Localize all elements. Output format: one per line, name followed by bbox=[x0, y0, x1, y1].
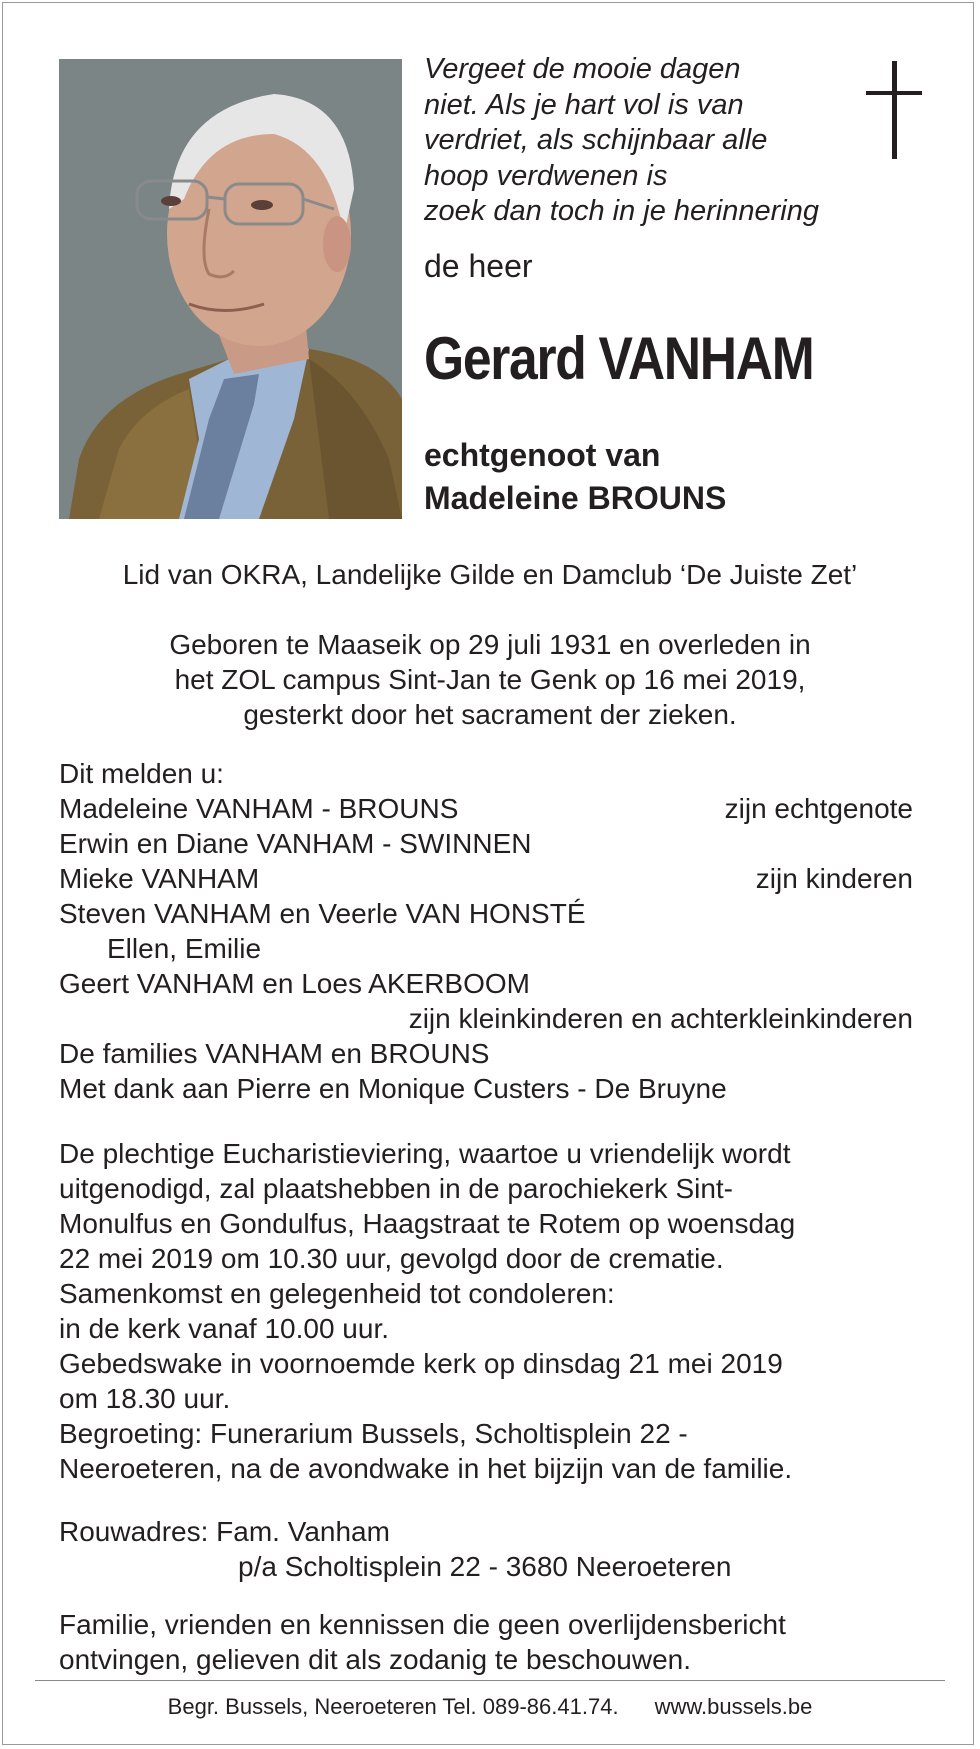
announcer-name: Erwin en Diane VANHAM - SWINNEN bbox=[59, 828, 532, 859]
ceremony-text bbox=[59, 1136, 919, 1486]
undertaker-info: Begr. Bussels, Neeroeteren Tel. 089-86.41.74. bbox=[167, 1694, 619, 1719]
portrait-photo bbox=[59, 59, 402, 519]
memorial-poem bbox=[424, 52, 864, 230]
poem-line: zoek dan toch in je herinnering bbox=[424, 195, 819, 227]
list-item bbox=[59, 966, 919, 1001]
address-line: p/a Scholtisplein 22 - 3680 Neeroeteren bbox=[238, 1551, 732, 1582]
announcer-name: De families VANHAM en BROUNS bbox=[59, 1038, 490, 1069]
ceremony-line: uitgenodigd, zal plaatshebben in de parochiekerk Sint- bbox=[59, 1173, 734, 1204]
announcers-list bbox=[59, 756, 919, 1106]
birth-death-line: gesterkt door het sacrament der zieken. bbox=[243, 699, 737, 730]
ceremony-line: Begroeting: Funerarium Bussels, Scholtisplein 22 - bbox=[59, 1418, 688, 1449]
announcer-name: Met dank aan Pierre en Monique Custers - De Bruyne bbox=[59, 1073, 727, 1104]
list-item bbox=[59, 931, 919, 966]
birth-death-text bbox=[0, 627, 980, 732]
announcers-intro: Dit melden u: bbox=[59, 758, 224, 789]
announcer-name: Madeleine VANHAM - BROUNS bbox=[59, 793, 459, 824]
announcer-name: Geert VANHAM en Loes AKERBOOM bbox=[59, 968, 530, 999]
deceased-name: Gerard VANHAM bbox=[424, 325, 814, 392]
closing-line: ontvingen, gelieven dit als zodanig te beschouwen. bbox=[59, 1644, 691, 1675]
ceremony-line: Neeroeteren, na de avondwake in het bijzijn van de familie. bbox=[59, 1453, 793, 1484]
spouse-info bbox=[424, 434, 726, 520]
ceremony-line: Samenkomst en gelegenheid tot condoleren: bbox=[59, 1278, 615, 1309]
spouse-line: echtgenoot van bbox=[424, 437, 661, 473]
ceremony-line: Monulfus en Gondulfus, Haagstraat te Rotem op woensdag bbox=[59, 1208, 796, 1239]
list-item bbox=[59, 826, 919, 861]
birth-death-line: Geboren te Maaseik op 29 juli 1931 en overleden in bbox=[169, 629, 811, 660]
footer-divider bbox=[35, 1680, 945, 1681]
website-link[interactable]: www.bussels.be bbox=[654, 1694, 813, 1719]
address-line: Rouwadres: Fam. Vanham bbox=[59, 1516, 390, 1547]
list-item bbox=[59, 861, 919, 896]
spouse-name: Madeleine BROUNS bbox=[424, 480, 727, 516]
membership-line: Lid van OKRA, Landelijke Gilde en Damclub ‘De Juiste Zet’ bbox=[122, 559, 858, 590]
portrait-illustration bbox=[59, 59, 402, 519]
poem-line: verdriet, als schijnbaar alle bbox=[424, 124, 768, 156]
list-item bbox=[59, 791, 919, 826]
announcer-name: Ellen, Emilie bbox=[107, 933, 262, 964]
footer bbox=[0, 1693, 980, 1721]
poem-line: hoop verdwenen is bbox=[424, 159, 668, 192]
list-item bbox=[59, 896, 919, 931]
ceremony-line: om 18.30 uur. bbox=[59, 1383, 231, 1414]
announcer-name: Mieke VANHAM bbox=[59, 863, 260, 894]
ceremony-line: Gebedswake in voornoemde kerk op dinsdag 21 mei 2019 bbox=[59, 1348, 783, 1379]
mourning-address bbox=[59, 1514, 919, 1584]
ceremony-line: 22 mei 2019 om 10.30 uur, gevolgd door de crematie. bbox=[59, 1243, 724, 1274]
announcer-relation: zijn echtgenote bbox=[724, 793, 913, 824]
salutation: de heer bbox=[424, 248, 533, 284]
list-item bbox=[59, 1071, 919, 1106]
announcer-relation: zijn kinderen bbox=[755, 863, 913, 894]
closing-line: Familie, vrienden en kennissen die geen overlijdensbericht bbox=[59, 1609, 786, 1640]
announcer-relation: zijn kleinkinderen en achterkleinkinderen bbox=[408, 1003, 913, 1034]
list-item bbox=[59, 1036, 919, 1071]
list-item bbox=[59, 1001, 919, 1036]
ceremony-line: in de kerk vanaf 10.00 uur. bbox=[59, 1313, 389, 1344]
poem-line: Vergeet de mooie dagen bbox=[424, 53, 741, 85]
announcer-name: Steven VANHAM en Veerle VAN HONSTÉ bbox=[59, 898, 586, 929]
closing-text bbox=[59, 1607, 919, 1677]
membership-text bbox=[0, 557, 980, 592]
cross-icon bbox=[866, 61, 922, 159]
ceremony-line: De plechtige Eucharistieviering, waartoe u vriendelijk wordt bbox=[59, 1138, 791, 1169]
birth-death-line: het ZOL campus Sint-Jan te Genk op 16 mei 2019, bbox=[174, 664, 806, 695]
poem-line: niet. Als je hart vol is van bbox=[424, 88, 744, 121]
